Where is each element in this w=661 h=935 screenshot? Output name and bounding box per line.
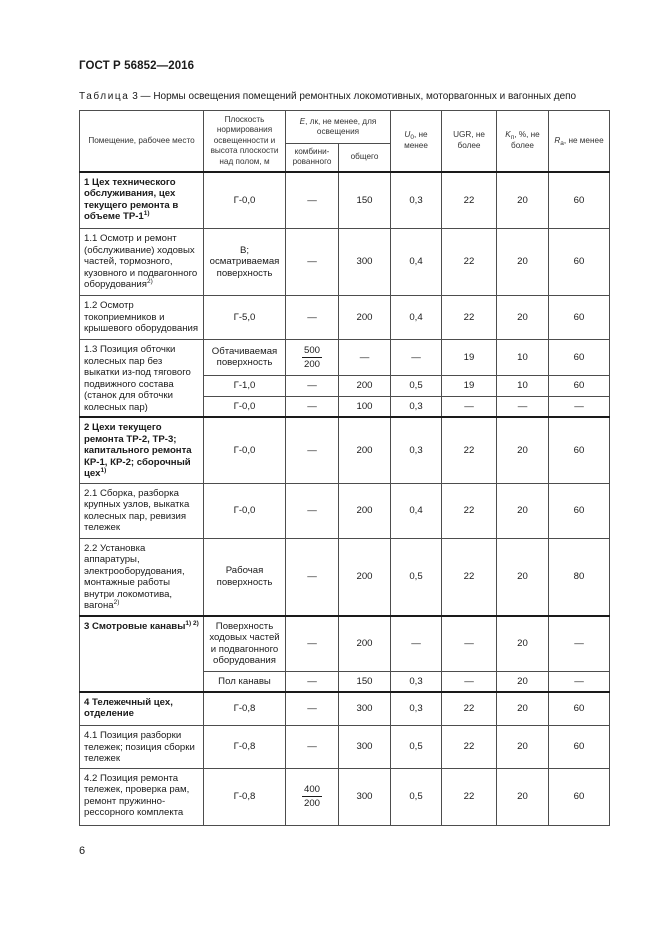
cell-room: [80, 340, 204, 418]
combined-fraction: [302, 784, 322, 809]
table-row: [80, 538, 610, 616]
cell-combined: —: [286, 296, 339, 340]
table-row: [80, 483, 610, 538]
cell-u0: 0,5: [391, 375, 442, 396]
cell-general: 300: [339, 726, 391, 769]
cell-ugr: —: [442, 616, 497, 672]
cell-combined: —: [286, 483, 339, 538]
cell-plane: Г-0,8: [204, 768, 286, 825]
cell-ugr: —: [442, 672, 497, 692]
caption-number: 3: [132, 91, 138, 102]
cell-u0: 0,5: [391, 726, 442, 769]
cell-general: 200: [339, 538, 391, 616]
header-e-text: , лк, не менее, для освещения: [305, 116, 377, 136]
table-row: [80, 296, 610, 340]
cell-ra: —: [549, 396, 610, 417]
fraction-denominator: 200: [303, 797, 320, 809]
cell-kp: 10: [497, 375, 549, 396]
cell-u0: 0,3: [391, 172, 442, 229]
cell-ugr: 22: [442, 483, 497, 538]
cell-general: 300: [339, 768, 391, 825]
cell-ugr: 22: [442, 726, 497, 769]
header-kp-symbol: K: [505, 130, 511, 140]
cell-u0: 0,3: [391, 417, 442, 483]
header-u0: [391, 111, 442, 172]
fraction-denominator: 200: [303, 358, 320, 370]
cell-kp: 20: [497, 229, 549, 296]
cell-combined: —: [286, 692, 339, 726]
cell-combined: —: [286, 726, 339, 769]
footnote-ref: 2): [146, 278, 153, 285]
cell-general: 150: [339, 672, 391, 692]
footnote-ref: 1) 2): [185, 619, 199, 627]
cell-room: [80, 296, 204, 340]
cell-plane: Г-0,8: [204, 692, 286, 726]
cell-combined: —: [286, 538, 339, 616]
cell-u0: 0,3: [391, 672, 442, 692]
cell-ugr: —: [442, 396, 497, 417]
cell-ra: 80: [549, 538, 610, 616]
cell-ugr: 22: [442, 296, 497, 340]
cell-room: [80, 538, 204, 616]
cell-combined: —: [286, 417, 339, 483]
cell-combined: —: [286, 229, 339, 296]
room-text: 1.2 Осмотр токоприемников и крышевого оборудования: [84, 300, 199, 334]
header-illuminance: [286, 111, 391, 144]
header-combined: комбини-рованного: [286, 144, 339, 172]
cell-ra: —: [549, 616, 610, 672]
cell-ra: 60: [549, 726, 610, 769]
lighting-norms-table: [79, 110, 610, 826]
cell-kp: 20: [497, 768, 549, 825]
header-plane: Плоскость нормирования освещенности и высота плоскости над полом, м: [204, 111, 286, 172]
room-text: 1 Цех технического обслуживания, цех текущего ремонта в объеме ТР-1: [84, 176, 179, 222]
cell-general: 300: [339, 229, 391, 296]
room-text: 2.1 Сборка, разборка крупных узлов, выкатка колесных пар, ревизия тележек: [84, 487, 190, 533]
cell-combined: —: [286, 172, 339, 229]
cell-room: [80, 229, 204, 296]
cell-plane: Г-0,0: [204, 172, 286, 229]
cell-ugr: 22: [442, 768, 497, 825]
room-text: 4.2 Позиция ремонта тележек, проверка рам, ремонт пружинно-рессорного комплекта: [84, 772, 190, 818]
room-text: 1.3 Позиция обточки колесных пар без выкатки из-под тягового подвижного состава (станок для обточки колесных пар): [84, 344, 191, 413]
cell-combined: —: [286, 396, 339, 417]
cell-plane: Г-0,0: [204, 483, 286, 538]
cell-kp: 20: [497, 172, 549, 229]
cell-ra: 60: [549, 483, 610, 538]
header-ra: [549, 111, 610, 172]
cell-ra: 60: [549, 229, 610, 296]
cell-kp: 20: [497, 483, 549, 538]
cell-kp: 20: [497, 616, 549, 672]
header-kp: [497, 111, 549, 172]
cell-u0: 0,3: [391, 396, 442, 417]
cell-plane: Г-5,0: [204, 296, 286, 340]
cell-plane: Г-0,0: [204, 396, 286, 417]
cell-kp: 10: [497, 340, 549, 376]
table-row: [80, 616, 610, 672]
cell-general: 200: [339, 616, 391, 672]
page-number: 6: [79, 845, 86, 857]
header-ra-text: , не менее: [563, 135, 604, 145]
header-room: Помещение, рабочее место: [80, 111, 204, 172]
cell-ugr: 22: [442, 417, 497, 483]
cell-general: 200: [339, 375, 391, 396]
cell-combined: [286, 768, 339, 825]
cell-plane: Поверхность ходовых частей и подвагонного оборудования: [204, 616, 286, 672]
cell-general: 150: [339, 172, 391, 229]
cell-ra: 60: [549, 692, 610, 726]
cell-combined: —: [286, 616, 339, 672]
cell-general: 300: [339, 692, 391, 726]
cell-ra: —: [549, 672, 610, 692]
room-text: 4 Тележечный цех, отделение: [84, 696, 173, 719]
cell-u0: 0,5: [391, 538, 442, 616]
cell-ra: 60: [549, 172, 610, 229]
cell-u0: 0,4: [391, 296, 442, 340]
table-row: [80, 172, 610, 229]
header-e-symbol: E: [299, 116, 306, 126]
header-u0-text: , не менее: [404, 130, 428, 150]
cell-kp: 20: [497, 296, 549, 340]
caption-label: Таблица: [79, 91, 130, 102]
cell-room: [80, 616, 204, 692]
cell-u0: —: [391, 616, 442, 672]
cell-plane: Г-0,8: [204, 726, 286, 769]
table-row: [80, 692, 610, 726]
cell-room: [80, 692, 204, 726]
cell-ugr: 19: [442, 340, 497, 376]
footnote-ref: 2): [113, 599, 120, 606]
cell-ugr: 22: [442, 538, 497, 616]
room-text: 2.2 Установка аппаратуры, электрооборудования, монтажные работы внутри локомотива, вагона: [84, 542, 185, 611]
cell-general: 200: [339, 417, 391, 483]
cell-ra: 60: [549, 340, 610, 376]
table-row: [80, 229, 610, 296]
cell-plane: Рабочая поверхность: [204, 538, 286, 616]
cell-ra: 60: [549, 296, 610, 340]
cell-kp: —: [497, 396, 549, 417]
room-text: 1.1 Осмотр и ремонт (обслуживание) ходовых частей, тормозного, кузовного и подвагонного оборудования: [84, 233, 198, 290]
cell-combined: —: [286, 672, 339, 692]
table-caption: [79, 91, 576, 102]
cell-kp: 20: [497, 538, 549, 616]
room-text: 4.1 Позиция разборки тележек; позиция сборки тележек: [84, 730, 195, 764]
cell-u0: 0,5: [391, 768, 442, 825]
cell-ugr: 19: [442, 375, 497, 396]
caption-text: — Нормы освещения помещений ремонтных локомотивных, моторвагонных и вагонных депо: [137, 91, 577, 102]
cell-ugr: 22: [442, 229, 497, 296]
cell-general: 100: [339, 396, 391, 417]
table-row: [80, 340, 610, 376]
header-ra-sub: a: [560, 139, 564, 147]
cell-kp: 20: [497, 417, 549, 483]
header-u0-sub: 0: [410, 134, 414, 142]
fraction-numerator: 400: [303, 783, 320, 795]
cell-general: 200: [339, 483, 391, 538]
cell-u0: 0,4: [391, 483, 442, 538]
cell-room: [80, 417, 204, 483]
cell-kp: 20: [497, 672, 549, 692]
header-kp-text: , %, не более: [511, 130, 540, 150]
cell-ra: 60: [549, 417, 610, 483]
room-text: 3 Смотровые канавы: [84, 620, 186, 632]
cell-ra: 60: [549, 768, 610, 825]
footnote-ref: 1): [143, 210, 150, 217]
cell-room: [80, 768, 204, 825]
cell-ugr: 22: [442, 172, 497, 229]
cell-ugr: 22: [442, 692, 497, 726]
table-row: [80, 726, 610, 769]
table-row: [80, 768, 610, 825]
cell-u0: 0,4: [391, 229, 442, 296]
cell-room: [80, 483, 204, 538]
cell-room: [80, 172, 204, 229]
cell-kp: 20: [497, 692, 549, 726]
header-general: общего: [339, 144, 391, 172]
header-ra-symbol: R: [554, 135, 561, 145]
cell-room: [80, 726, 204, 769]
document-header: ГОСТ Р 56852—2016: [79, 60, 195, 72]
cell-u0: —: [391, 340, 442, 376]
fraction-numerator: 500: [303, 344, 320, 356]
cell-plane: Обтачиваемая поверхность: [204, 340, 286, 376]
header-ugr: UGR, не более: [442, 111, 497, 172]
header-kp-sub: п: [510, 134, 515, 142]
cell-ra: 60: [549, 375, 610, 396]
cell-combined: —: [286, 375, 339, 396]
cell-plane: В; осматриваемая поверхность: [204, 229, 286, 296]
cell-plane: Пол канавы: [204, 672, 286, 692]
combined-fraction: [302, 345, 322, 370]
cell-u0: 0,3: [391, 692, 442, 726]
cell-plane: Г-1,0: [204, 375, 286, 396]
cell-kp: 20: [497, 726, 549, 769]
cell-plane: Г-0,0: [204, 417, 286, 483]
cell-general: 200: [339, 296, 391, 340]
header-u0-symbol: U: [404, 130, 411, 140]
table-row: [80, 417, 610, 483]
footnote-ref: 1): [100, 467, 107, 474]
cell-combined: [286, 340, 339, 376]
cell-general: —: [339, 340, 391, 376]
room-text: 2 Цехи текущего ремонта ТР-2, ТР-3; капитального ремонта КР-1, КР-2; сборочный цех: [84, 422, 192, 479]
